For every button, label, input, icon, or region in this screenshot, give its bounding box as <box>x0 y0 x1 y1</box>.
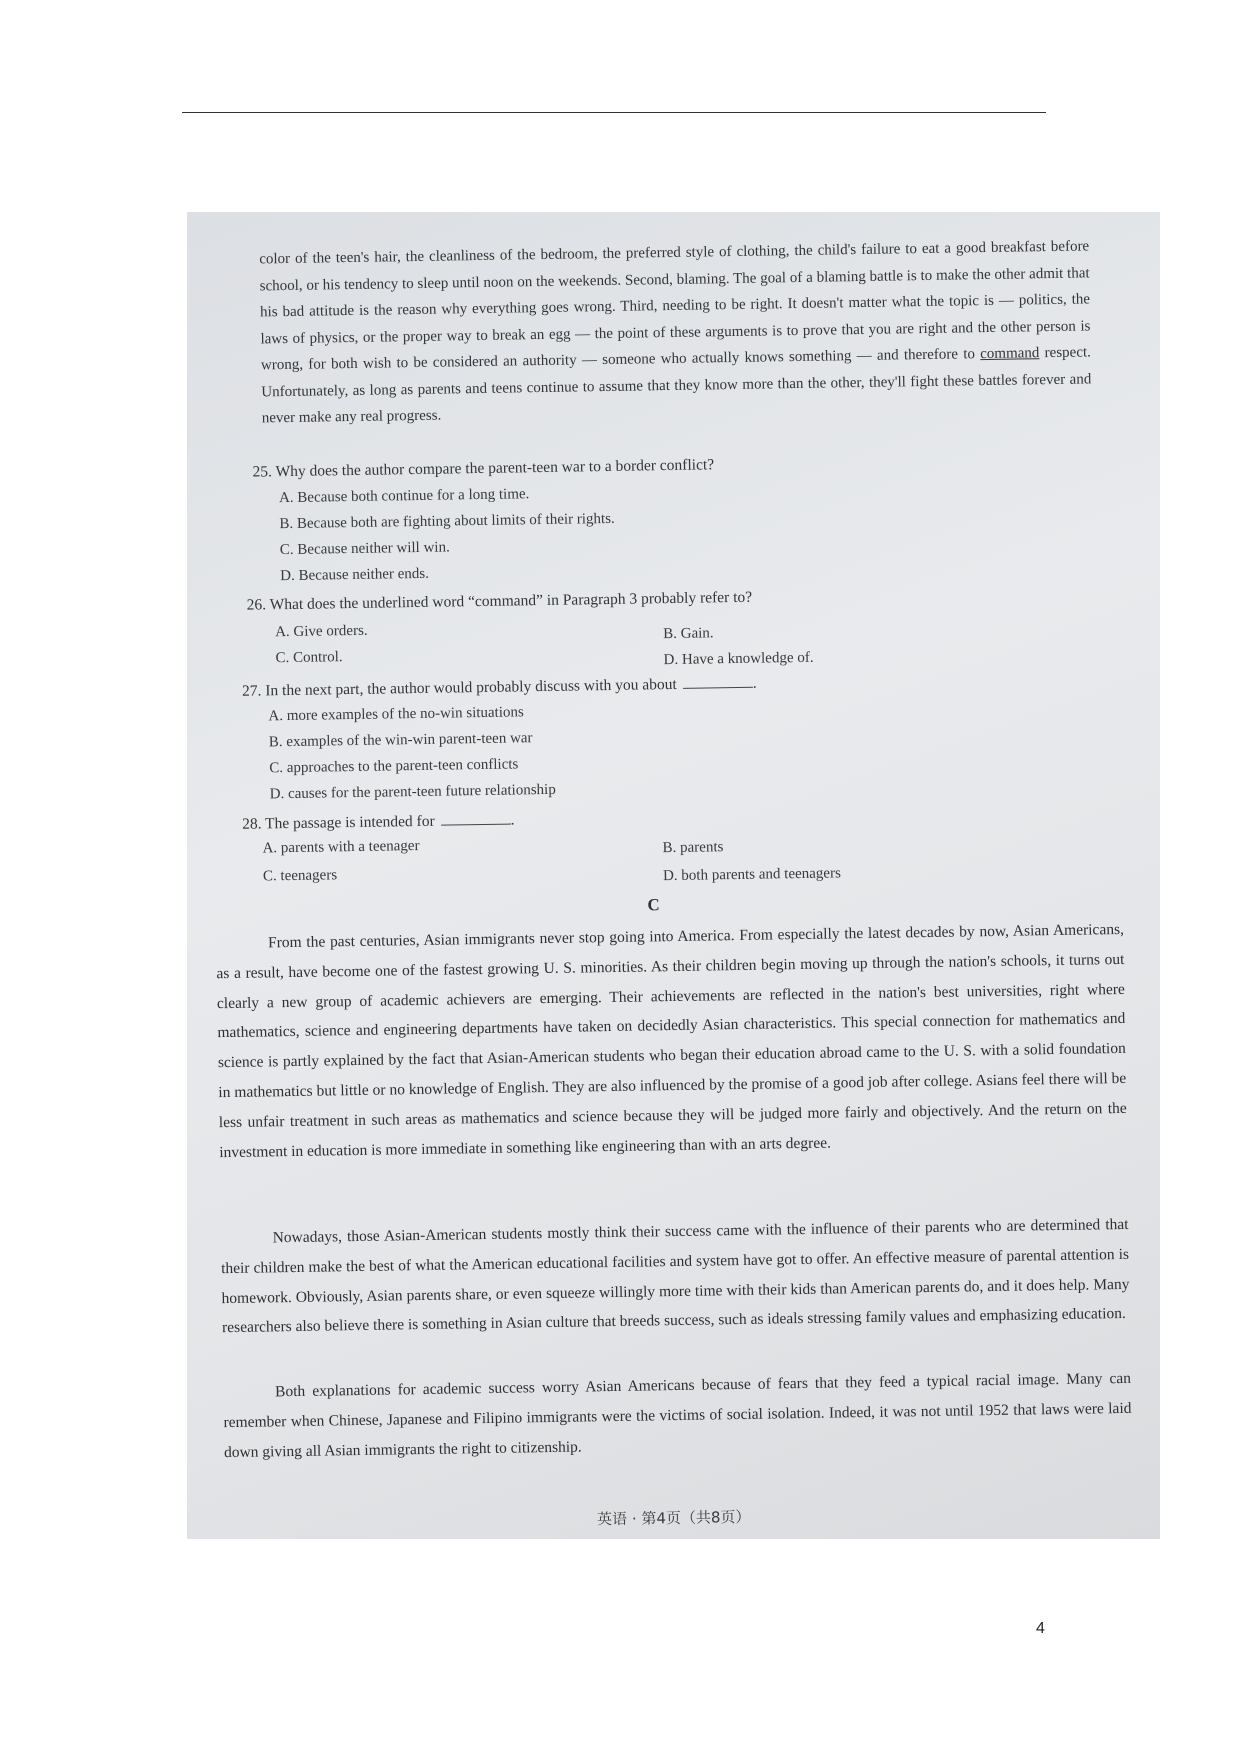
passage-c-paragraph-2: Nowadays, those Asian-American students mostly think their success came with the influence of their parents who are determined that their children make the best of what the American educational facilities and system have got to offer. An effective measure of parental attention is homework. Obviously, Asian parents share, or even squeeze willingly more time with their kids than American parents do, and it does help. Many researchers also believe there is something in Asian culture that breeds success, such as ideals stressing family values and emphasizing education. <box>220 1215 1130 1337</box>
q25-option-d: D. Because neither ends. <box>280 565 430 585</box>
question-27-text: 27. In the next part, the author would probably discuss with you about <box>241 675 677 700</box>
q27-option-b: B. examples of the win-win parent-teen war <box>268 730 533 751</box>
q25-option-c: C. Because neither will win. <box>279 539 450 559</box>
photo-content <box>187 212 1160 1539</box>
q26-option-c: C. Control. <box>275 649 343 667</box>
q28-option-a: A. parents with a teenager <box>262 837 420 857</box>
page-footer: 英语 · 第4页（共8页） <box>596 1507 751 1529</box>
exam-page-photo <box>187 212 1160 1539</box>
passage-c-paragraph-1: From the past centuries, Asian immigrants never stop going into America. From especially the latest decades by now, Asian Americans, as a result, have become one of the fastest growing U. S. minorities. As their children begin moving up through the nation's schools, it turns out clearly a new group of academic achievers are emerging. Their achievements are reflected in the nation's best universities, right where mathematics, science and engineering departments have taken on decidedly Asian characteristics. This special connection for mathematics and science is partly explained by the fact that Asian-American students who began their education abroad came to the U. S. with a solid foundation in mathematics but little or no knowledge of English. They are also influenced by the promise of a good job after college. Asians feel there will be less unfair treatment in such areas as mathematics and science because they will be judged more fairly and objectively. And the return on the investment in education is more immediate in something like engineering than with an arts degree. <box>216 920 1127 1161</box>
question-25-stem: 25. Why does the author compare the parent-teen war to a border conflict? <box>252 456 715 481</box>
q28-option-b: B. parents <box>662 839 724 857</box>
q27-option-a: A. more examples of the no-win situations <box>268 704 524 725</box>
q27-option-d: D. causes for the parent-teen future relationship <box>269 781 556 803</box>
passage-c-paragraph-3: Both explanations for academic success worry Asian Americans because of fears that they feed a typical racial image. Many can remember when Chinese, Japanese and Filipino immigrants were the victims of social isolation. Indeed, it was not until 1952 that laws were laid down giving all Asian immigrants the right to citizenship. <box>223 1369 1132 1461</box>
page-number: 4 <box>1036 1620 1045 1637</box>
answer-blank <box>441 810 511 826</box>
q28-option-c: C. teenagers <box>262 867 338 885</box>
paragraph-top-text: color of the teen's hair, the cleanliness of the bedroom, the preferred style of clothing, the child's failure to eat a good breakfast before school, or his tendency to sleep until noon on the weekends. Second, blaming. The goal of a blaming battle is to make the other admit that his bad attitude is the reason why everything goes wrong. Third, needing to be right. It doesn't matter what the topic is — politics, the laws of physics, or the proper way to break an egg — the point of these arguments is to prove that you are right and the other person is wrong, for both wish to be considered an authority — someone who actually knows something — and therefore to <box>259 238 1091 374</box>
question-28-text: 28. The passage is intended for <box>242 812 435 833</box>
header-rule <box>182 112 1046 113</box>
q27-option-c: C. approaches to the parent-teen conflicts <box>269 756 519 777</box>
paragraph-top <box>259 233 1092 432</box>
q25-option-b: B. Because both are fighting about limits of their rights. <box>279 510 615 533</box>
question-27-stem: 27. In the next part, the author would probably discuss with you about . <box>241 674 757 700</box>
q26-option-b: B. Gain. <box>663 625 714 643</box>
paragraph-top-end: respect. Unfortunately, as long as parents and teens continue to assume that they know more than the other, they'll fight these battles forever and never make any real progress. <box>261 344 1092 427</box>
q26-option-a: A. Give orders. <box>275 622 368 641</box>
question-28-stem: 28. The passage is intended for . <box>242 811 515 833</box>
question-26-stem: 26. What does the underlined word “command” in Paragraph 3 probably refer to? <box>246 588 753 614</box>
section-heading-c: C <box>647 895 660 915</box>
answer-blank <box>683 673 753 689</box>
q28-option-d: D. both parents and teenagers <box>662 865 841 885</box>
underlined-word: command <box>980 345 1040 363</box>
q26-option-d: D. Have a knowledge of. <box>663 649 814 669</box>
q25-option-a: A. Because both continue for a long time. <box>278 486 530 507</box>
